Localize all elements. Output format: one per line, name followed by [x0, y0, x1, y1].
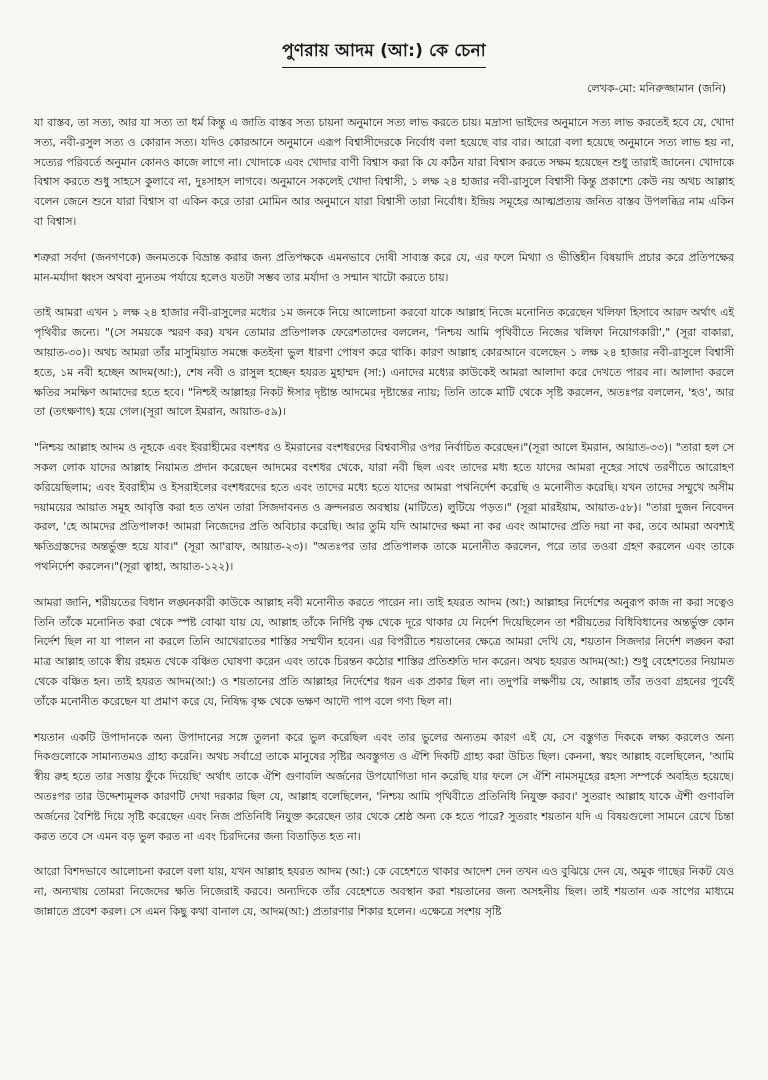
paragraph-1: যা বাস্তব, তা সত্য, আর যা সত্য তা ধর্ম কিন্তু এ জাতি বাস্তব সত্য চায়না অনুমানে সত্য লাভ করতে চায়। মদ্রাসা ভাইদের অনুমানে সত্য লাভ করতেই হবে যে, খোদা সত্য, নবী-রসুল সত্য ও কোরান সত্য। যদিও কোরআনে অনুমানে এরূপ বিশ্বাসীদেরকে নির্বোধ বলা হয়েছে বার বার। আরো বলা হয়েছে অনুমানে সত্য লাভ হয় না, সত্যের পরিবর্তে অনুমান কোনও কাজে লাগে না। খোদাকে এবং খোদার বাণী বিশ্বাস করা কি যে কঠিন যারা বিশ্বাস করতে সক্ষম হয়েছেন শুধু তারাই জানেন। খোদাকে বিশ্বাস করতে শুধু সাহসে কুলাবে না, দুঃসাহস লাগবে। অনুমানে সকলেই খোদা বিশ্বাসী, ১ লক্ষ ২৪ হাজার নবী-রাসুলে বিশ্বাসী কিন্তু প্রকাশ্যে কেউ নয় অথচ আল্লাহ বলেন জেনে শুনে যারা বিশ্বাস বা একিন করে তারা মোমিন আর অনুমানে যারা বিশ্বাসী তারা নির্বোধ। ইন্দ্রিয় সমূহের আত্মপ্রত্যয় জনিত বাস্তব উপলব্ধির নাম একিন বা বিশ্বাস। [34, 116, 734, 228]
paragraph-5: আমরা জানি, শরীয়তের বিধান লঙ্ঘনকারী কাউকে আল্লাহ নবী মনোনীত করতে পারেন না। তাই হযরত আদম (আ:) আল্লাহর নির্দেশের অনুরূপ কাজ না করা সত্বেও তিনি তাঁকে মনোনিত করা থেকে স্পষ্ট বোঝা যায় যে, আল্লাহ তাঁকে নির্দিষ্ট বৃক্ষ থেকে দূরে থাকার যে নির্দেশ দিয়েছিলেন তা শরীয়তের বিধিবিধানের অন্তর্ভুক্ত কোন নির্দেশ ছিল না যা পালন না করলে তিনি আখেরাতের শাস্তির সম্মখীন হবেন। এর বিপরীতে শয়তানের ক্ষেত্রে আমরা দেখি যে, শয়তান সিজদার নির্দেশ লঙ্ঘন করা মাত্র আল্লাহ তাকে স্বীয় রহমত থেকে বঞ্চিত ঘোষণা করেন এবং তাকে চিরন্তন কঠোর শাস্তির প্রতিশ্রুতি দান করেন। অথচ হযরত আদম(আ:) শুধু বেহেশতের নিয়ামত থেকে বঞ্চিত হন। তাই হযরত আদম(আ:) ও শয়তানের প্রতি আল্লাহর নির্দেশের ধরন এক প্রকার ছিল না। তদুপরি লক্ষণীয় যে, আল্লাহ তাঁর তওবা গ্রহনের পূর্বেই তাঁকে মনোনীত করেছেন যা প্রমাণ করে যে, নিষিদ্ধ বৃক্ষ থেকে ভক্ষণ আদৌ পাপ বলে গণ্য ছিল না। [34, 595, 734, 708]
document-title: পুণরায় আদম (আ:) কে চেনা [282, 38, 486, 68]
paragraph-3: তাই আমরা এখন ১ লক্ষ ২৪ হাজার নবী-রাসুলের মধ্যের ১ম জনকে নিয়ে আলোচনা করবো যাকে আল্লাহ নিজে মনোনিত করেছেন খলিফা হিসাবে আরদ অর্থাৎ এই পৃথিবীর জন্যে। "(সে সময়কে স্মরণ কর) যখন তোমার প্রতিপালক ফেরেশতাদের বললেন, 'নিশ্চয় আমি পৃথিবীতে নিজের খলিফা নিয়োগকারী'," (সূরা বাকারা, আয়াত-৩০)। অথচ আমরা তাঁর মাসুমিয়াত সমন্ধে কতইনা ভুল ধারণা পোষণ করে থাকি। কারণ আল্লাহ কোরআনে বলেছেন ১ লক্ষ ২৪ হাজার নবী-রাসুলে বিশ্বাসী হতে, ১ম নবী হচ্ছেন আদম(আ:), শেষ নবী ও রাসুল হচ্ছেন হযরত মুহাম্মদ (সা:) এনাদের মধ্যের কাউকেই আমরা আলাদা করে দেখতে পারব না। আলাদা করলে ক্ষতির সমক্ষিণ আমাদের হতে হবে। "নিশ্চই আল্লাহর নিকট ঈসার দৃষ্টান্ত আদমের দৃষ্টান্তের ন্যায়; তিনি তাকে মাটি থেকে সৃষ্টি করলেন, অতঃপর বললেন, 'হও', আর তা (তৎক্ষণাৎ) হয়ে গেল।(সূরা আলে ইমরান, আয়াত-৫৯)। [34, 306, 734, 419]
author-line: লেখক-মো: মনিরুজ্জামান (জনি) [586, 82, 726, 95]
paragraph-4: "নিশ্চয় আল্লাহ আদম ও নূহকে এবং ইবরাহীমের বংশধর ও ইমরানের বংশধরদের বিশ্ববাসীর ওপর নির্বাচিত করেছেন।"(সূরা আলে ইমরান, আয়াত-৩৩)। "তারা হল সে সকল লোক যাদের আল্লাহ নিয়ামত প্রদান করেছেন আদমের বংশধর থেকে, যারা নবী ছিল এবং তাদের মধ্য হতে যাদের আমরা নূহের সাথে তরণীতে আরোহণ করিয়েছিলাম; এবং ইবরাহীম ও ইসরাইলের বংশধরদের হতে এবং তাদের মধ্যে হতে যাদের আমরা পথনির্দেশ করেছি ও মনোনীত করেছি। যখন তাদের সম্মুখে অসীম দয়াময়ের আয়াত সমূহ আবৃত্তি করা হত তখন তারা সিজদাবনত ও ক্রন্দনরত অবস্থায় (মাটিতে) লুটিয়ে পড়ত।" (সূরা মারইয়াম, আয়াত-৫৮)। "তারা দুজন নিবেদন করল, 'হে আমদের প্রতিপালক! আমরা নিজেদের প্রতি অবিচার করেছি। আর তুমি যদি আমাদের ক্ষমা না কর এবং আমাদের প্রতি দয়া না কর, তবে আমরা অবশ্যই ক্ষতিগ্রস্তদের অন্তর্ভুক্ত হয়ে যাব।" (সূরা আ'রাফ, আয়াত-২৩)। "অতঃপর তার প্রতিপালক তাকে মনোনীত করলেন, পরে তার তওবা গ্রহণ করলেন এবং তাকে পথনির্দেশ করলেন।"(সূরা ত্বাহা, আয়াত-১২২)। [34, 441, 734, 573]
paragraph-6: শয়তান একটি উপাদানকে অন্য উপাদানের সঙ্গে তুলনা করে ভুল করেছিল এবং তার ভুলের অন্যতম কারণ এই যে, সে বস্তুগত দিককে লক্ষ্য করলেও অন্য দিকগুলোকে সামান্যতমও গ্রাহ্য করেনি। অথচ সর্বাগ্রে তাকে মানুষের সৃষ্টির অবস্তুগত ও ঐশি দিকটি গ্রাহ্য করা উচিত ছিল। কেননা, স্বয়ং আল্লাহ বলেছিলেন, 'আমি স্বীয় রুহ হতে তার সত্তায় ফুঁকে দিয়েছি' অর্থাৎ তাকে ঐশি গুণাবলি অর্জনের উপযোগিতা দান করেছি যার ফলে সে ঐশি নামসমূহের রহস্য সম্পর্কে অবহিত হয়েছে। অতঃপর তার উদ্দেশ্যমূলক কারণটি দেখা দরকার ছিল যে, আল্লাহ বলেছিলেন, 'নিশ্চয় আমি পৃথিবীতে প্রতিনিধি নিযুক্ত করব।' সুতরাং আল্লাহ যাকে ঐশী গুণাবলি অর্জনের বৈশিষ্ট দিয়ে সৃষ্টি করেছেন এবং নিজ প্রতিনিধি নিযুক্ত করেছেন তার থেকে শ্রেষ্ঠ অন্য কে হতে পারে? সুতরাং শয়তান যদি এ বিষয়গুলো সামনে রেখে চিন্তা করত তবে সে এমন বড় ভুল করত না এবং চিরদিনের জন্য বিতাড়িত হত না। [34, 730, 734, 843]
title-container [34, 38, 734, 68]
paragraph-2: শত্রুরা সর্বদা (জনগণকে) জনমতকে বিভ্রান্ত করার জন্য প্রতিপক্ষকে এমনভাবে দোষী সাব্যস্ত করে যে, এর ফলে মিথ্যা ও ভীত্তিহীন বিষয়াদি প্রচার করে প্রতিপক্ষের মান-মর্যাদা ধ্বংস অথবা ন্যুনতম পর্যায়ে হলেও যতটা সম্ভব তার মর্যাদা ও সন্মান খাটো করতে চায়। [34, 250, 734, 284]
paragraph-7: আরো বিশদভাবে আলোচনা করলে বলা যায়, যখন আল্লাহ হযরত আদম (আ:) কে বেহেশতে থাকার আদেশ দেন তখন এও বুঝিয়ে দেন যে, অমুক গাছের নিকট যেও না, অন্যথায় তোমরা নিজেদের ক্ষতি নিজেরাই করবে। অন্যদিকে তাঁর বেহেশতে অবস্থান করা শয়তানের জন্য অসহনীয় ছিল। তাই শয়তান এক সাপের মাধ্যমে জান্নাতে প্রবেশ করল। সে এমন কিছু কথা বানাল যে, আদম(আ:) প্রতারণার শিকার হলেন। এক্ষেত্রে সংশয় সৃষ্টি [34, 865, 734, 918]
